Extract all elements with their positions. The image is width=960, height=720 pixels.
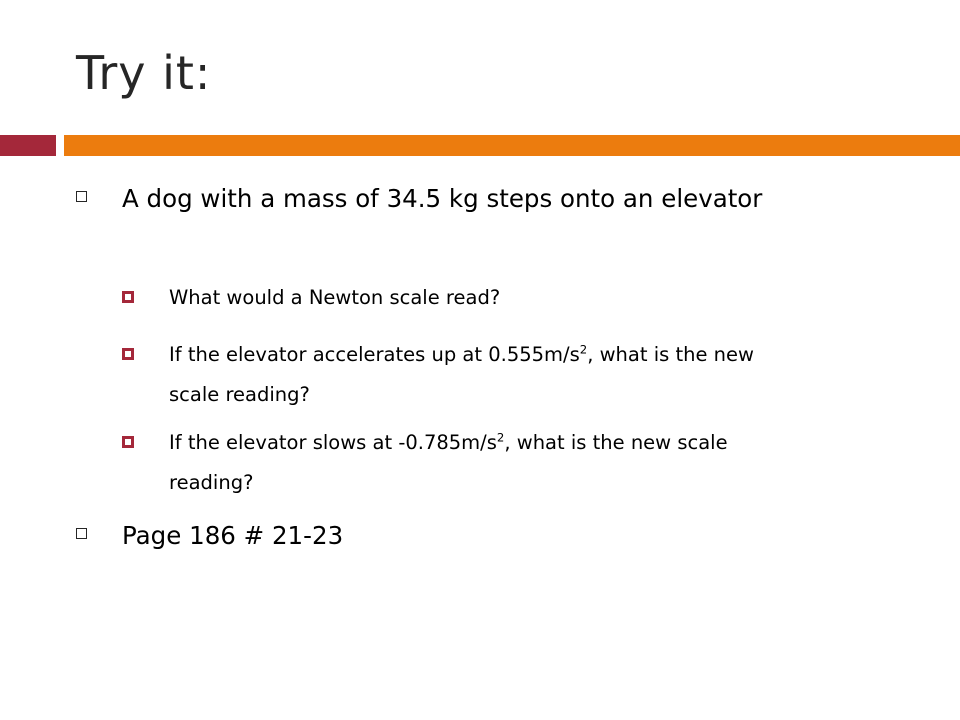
square-bullet-icon — [76, 191, 87, 202]
superscript: 2 — [496, 430, 505, 445]
sub-bullet-text-after: , what is the new scale reading? — [169, 343, 754, 406]
sub-bullet-text — [169, 335, 789, 415]
superscript: 2 — [579, 342, 588, 357]
filled-square-bullet-icon — [122, 348, 134, 360]
sub-bullet-text-after: , what is the new scale reading? — [169, 431, 728, 494]
sub-bullet-text-before: If the elevator accelerates up at 0.555m/s — [169, 343, 580, 366]
sub-bullet-text-before: If the elevator slows at -0.785m/s — [169, 431, 497, 454]
filled-square-bullet-icon — [122, 291, 134, 303]
square-bullet-icon — [76, 528, 87, 539]
sub-bullet-text: What would a Newton scale read? — [169, 286, 501, 309]
filled-square-bullet-icon — [122, 436, 134, 448]
bullet-text: A dog with a mass of 34.5 kg steps onto an elevator — [122, 184, 763, 213]
bullet-text: Page 186 # 21-23 — [122, 521, 344, 550]
slide-title: Try it: — [76, 46, 212, 100]
sub-bullet-text — [169, 423, 789, 503]
